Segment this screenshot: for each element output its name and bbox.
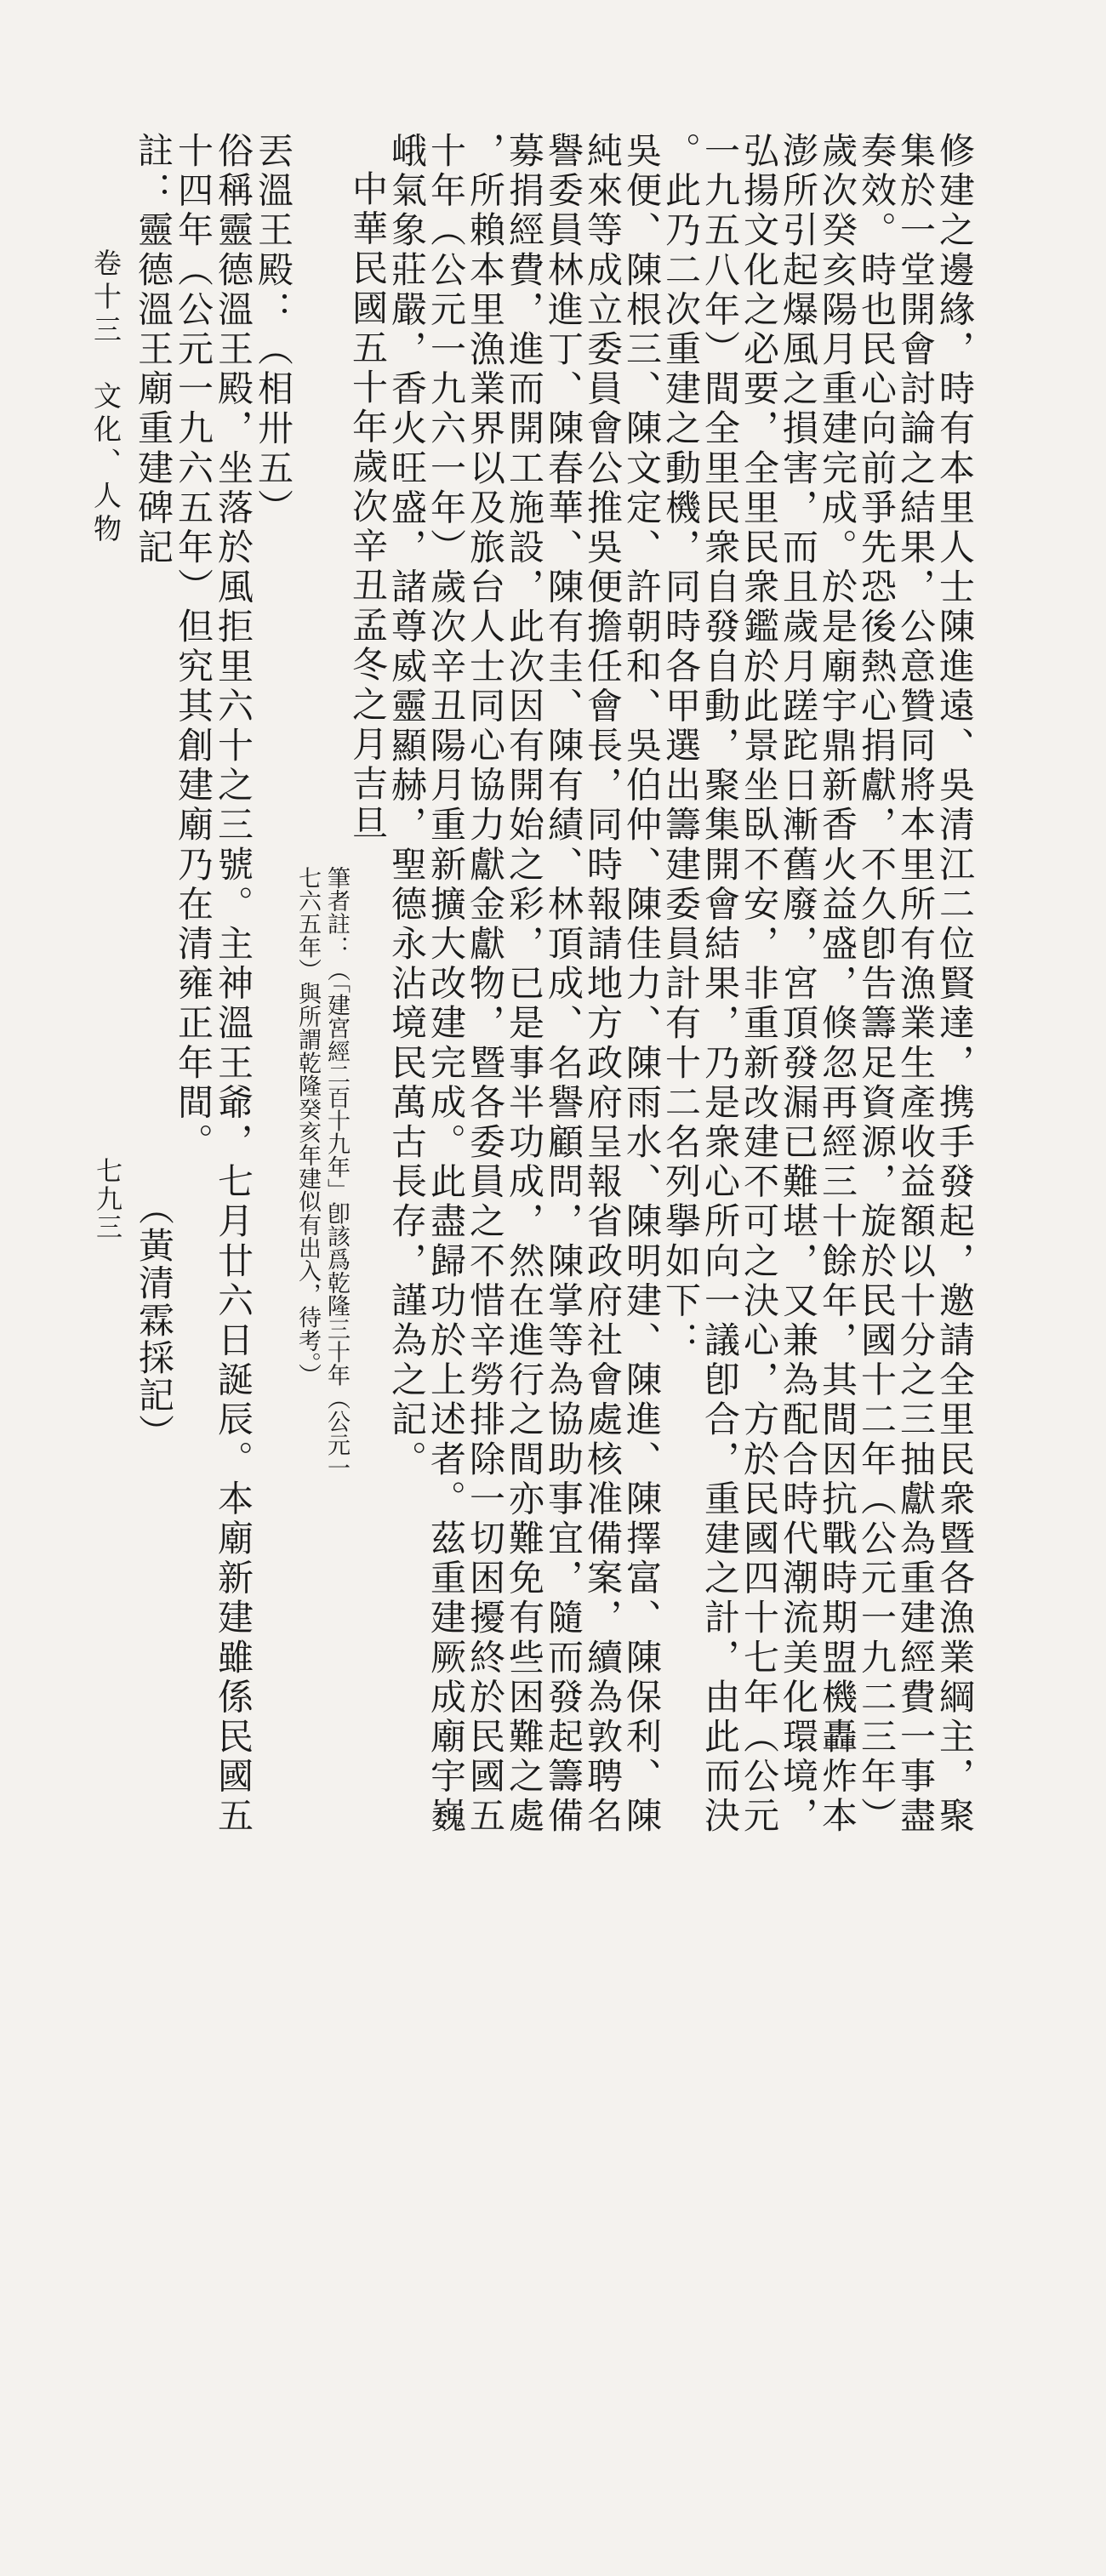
recorder-credit: （黃清霖採記） [134,1189,175,1451]
author-note: 筆者註：（「建宮經二百十九年」卽該爲乾隆三十年（公元一 [323,866,350,1479]
section-heading: 丟溫王殿：（相卅五） [253,132,294,528]
author-note: 七六五年）與所謂乾隆癸亥年建似有出入，待考。） [294,866,321,1388]
text-column: 歲次癸亥陽月重建完成。於是廟宇鼎新香火益盛，倏忽再經三十餘年，其間因抗戰時期盟機轟炸本 [817,132,858,1837]
text-column: 。此乃二次重建之動機，同時各甲選出籌建委員計有十二名列擧如下： [660,132,702,1361]
text-column: 集於一堂開會討論之結果，公意贊同將本里所有漁業生產收益額以十分之三抽獻為重建經費一事盡 [895,132,937,1837]
text-column: ，所賴本里漁業界以及旅台人士同心協力獻金獻物，暨各委員之不惜辛勞排除一切困擾終於民國五 [465,132,506,1837]
text-column: 譽委員林進丁、陳春華、陳有圭、陳有績、林頂成、名譽顧問，陳掌等為協助事宜，隨而發起籌備 [543,132,584,1837]
text-column: 募捐經費，進而開工施設，此次因有開始之彩，已是事半功成，然在進行之間亦難免有些困難之處 [504,132,545,1837]
text-column: 十年（公元一九六一年）歲次辛丑陽月重新擴大改建完成。此盡歸功於上述者。茲重建厥成廟宇巍 [425,132,467,1837]
note-line: 註：靈德溫王廟重建碑記 [133,132,174,568]
text-column: 一九五八年）間全里民衆自發自動，聚集開會結果，乃是衆心所向一議卽合，重建之計，由此而決 [699,132,741,1837]
text-column: 純來等成立委員會公推吳便擔任會長，同時報請地方政府呈報省政府社會處核准備案，續為敦聘名 [582,132,624,1837]
date-line: 中華民國五十年歲次辛丑孟冬之月吉旦 [347,170,389,845]
text-column: 奏效。時也民心向前爭先恐後熱心捐獻，不久卽告籌足資源，旋於民國十二年（公元一九二三年） [856,132,898,1837]
text-column: 弘揚文化之必要，全里民衆鑑於此景坐臥不安，非重新改建不可之決心，方於民國四十七年（公元 [738,132,780,1837]
running-title: 卷十三 文化、人物 [89,248,123,547]
text-column: 修建之邊緣，時有本里人士陳進遠、吳清江二位賢達，携手發起，邀請全里民衆暨各漁業綱主，聚 [934,132,976,1837]
page-number: 七九三 [91,1157,122,1241]
text-column: 十四年（公元一九六五年）但究其創建廟乃在清雍正年間。 [173,132,214,1163]
text-column: 吳便、陳根三、陳文定、許朝和、吳伯仲、陳佳力、陳雨水、陳明建、陳進、陳擇富、陳保利、陳 [621,132,663,1837]
text-column: 澎所引起爆風之損害，而且歲月蹉跎日漸舊廢，宮頂發漏已難堪，又兼為配合時代潮流美化環境， [778,132,819,1837]
text-column: 峨氣象莊嚴，香火旺盛，諸尊威靈顯赫，聖德永沾境民萬古長存，謹為之記。 [386,132,428,1480]
text-column: 俗稱靈德溫王殿，坐落於風拒里六十之三號。主神溫王爺，七月廿六日誕辰。本廟新建雖係民國五 [213,132,254,1837]
